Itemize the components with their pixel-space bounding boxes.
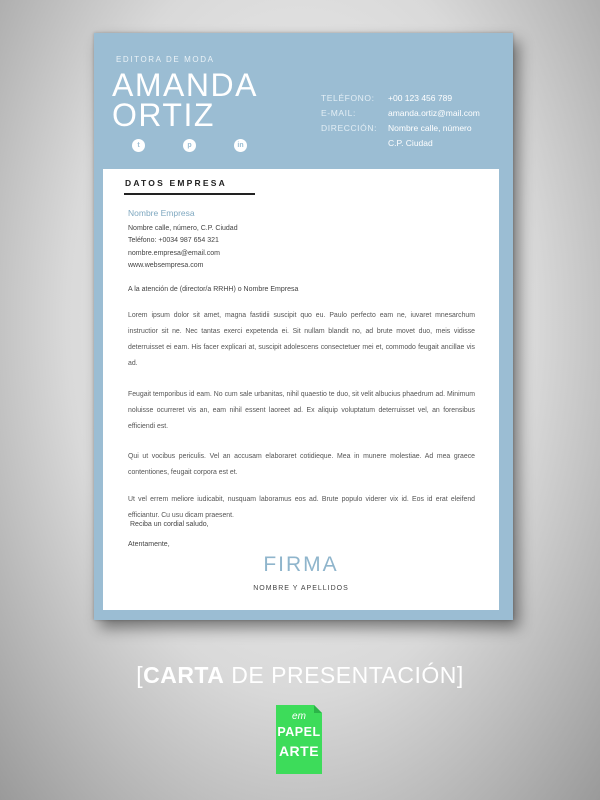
linkedin-icon[interactable]: in	[234, 139, 247, 152]
attention-line: A la atención de (director/a RRHH) o Nombre Empresa	[128, 286, 299, 293]
company-line: Teléfono: +0034 987 654 321	[128, 237, 219, 245]
caption-rest: DE PRESENTACIÓN	[224, 662, 457, 688]
contact-block	[321, 91, 480, 151]
contact-phone	[321, 91, 480, 106]
social-links	[132, 139, 247, 152]
contact-value: amanda.ortiz@mail.com	[388, 108, 480, 118]
contact-label: E-MAIL:	[321, 108, 356, 118]
signature: FIRMA	[263, 553, 339, 576]
company-line: www.websempresa.com	[128, 261, 204, 269]
company-line: Nombre calle, número, C.P. Ciudad	[128, 225, 238, 232]
last-name: ORTIZ	[112, 97, 215, 133]
logo-line-em: em	[292, 711, 306, 722]
product-caption	[0, 662, 600, 689]
body-paragraph: Lorem ipsum dolor sit amet, magna fastidii suscipit quo eu. Paulo perfecto eam ne, iuvaret mnesarchum instructior sit ne. Nec tantas exerci expetenda ei. Sit nullam blandit no, ad brute movet duo, meis vidisse deterruisset ei eam. His facer explicari at, suscipit adolescens consectetuer mei et, commodo feugait ancillae vis ad.	[128, 312, 475, 367]
caption-bracket-open: [	[136, 662, 144, 688]
company-address-block	[128, 223, 238, 272]
section-title: DATOS EMPRESA	[125, 178, 227, 188]
caption-bracket-close: ]	[456, 662, 464, 688]
letter-body	[103, 169, 499, 610]
contact-label: DIRECCIÓN:	[321, 123, 378, 133]
logo-line-arte: ARTE	[278, 743, 320, 759]
body-paragraph: Qui ut vocibus periculis. Vel an accusam elaboraret cotidieque. Mea in munere molestiae. Ad mea graece contentiones, feugait corpora est et.	[128, 453, 475, 476]
closing-greeting: Reciba un cordial saludo,	[130, 521, 209, 528]
job-title: EDITORA DE MODA	[116, 55, 215, 64]
company-name: Nombre Empresa	[128, 208, 195, 218]
contact-value: +00 123 456 789	[388, 93, 453, 103]
company-line: nombre.empresa@email.com	[128, 249, 220, 257]
letter-header	[94, 33, 513, 165]
contact-label	[321, 136, 388, 151]
section-divider	[124, 193, 255, 195]
contact-value: Nombre calle, número	[388, 123, 472, 133]
contact-address	[321, 121, 480, 136]
body-paragraph: Feugait temporibus id eam. No cum sale urbanitas, nihil quaestio te duo, sit velit albucius phaedrum ad. Minimum noluisse ocurreret vis an, eam nihil essent laoreet ad. Ex aliquip voluptatum deterruisset vel, an forensibus efficiendi est.	[128, 391, 475, 430]
contact-city	[321, 136, 480, 151]
brand-logo	[276, 705, 322, 774]
twitter-icon[interactable]: t	[132, 139, 145, 152]
logo-line-papel: PAPEL	[277, 725, 321, 739]
body-paragraph: Ut vel errem meliore iudicabit, nusquam laboramus eos ad. Brute populo viderer vix id. Eos id erat eleifend efficiantur. Cu usu dicam praesent.	[128, 496, 475, 519]
caption-bold: CARTA	[143, 662, 225, 688]
cover-letter-sheet	[94, 33, 513, 620]
signature-name: NOMBRE Y APELLIDOS	[253, 585, 349, 592]
pinterest-icon[interactable]: p	[183, 139, 196, 152]
contact-value: C.P. Ciudad	[388, 138, 433, 148]
first-name: AMANDA	[112, 67, 258, 103]
contact-label: TELÉFONO:	[321, 93, 375, 103]
closing-sign-off: Atentamente,	[128, 541, 170, 548]
contact-email	[321, 106, 480, 121]
